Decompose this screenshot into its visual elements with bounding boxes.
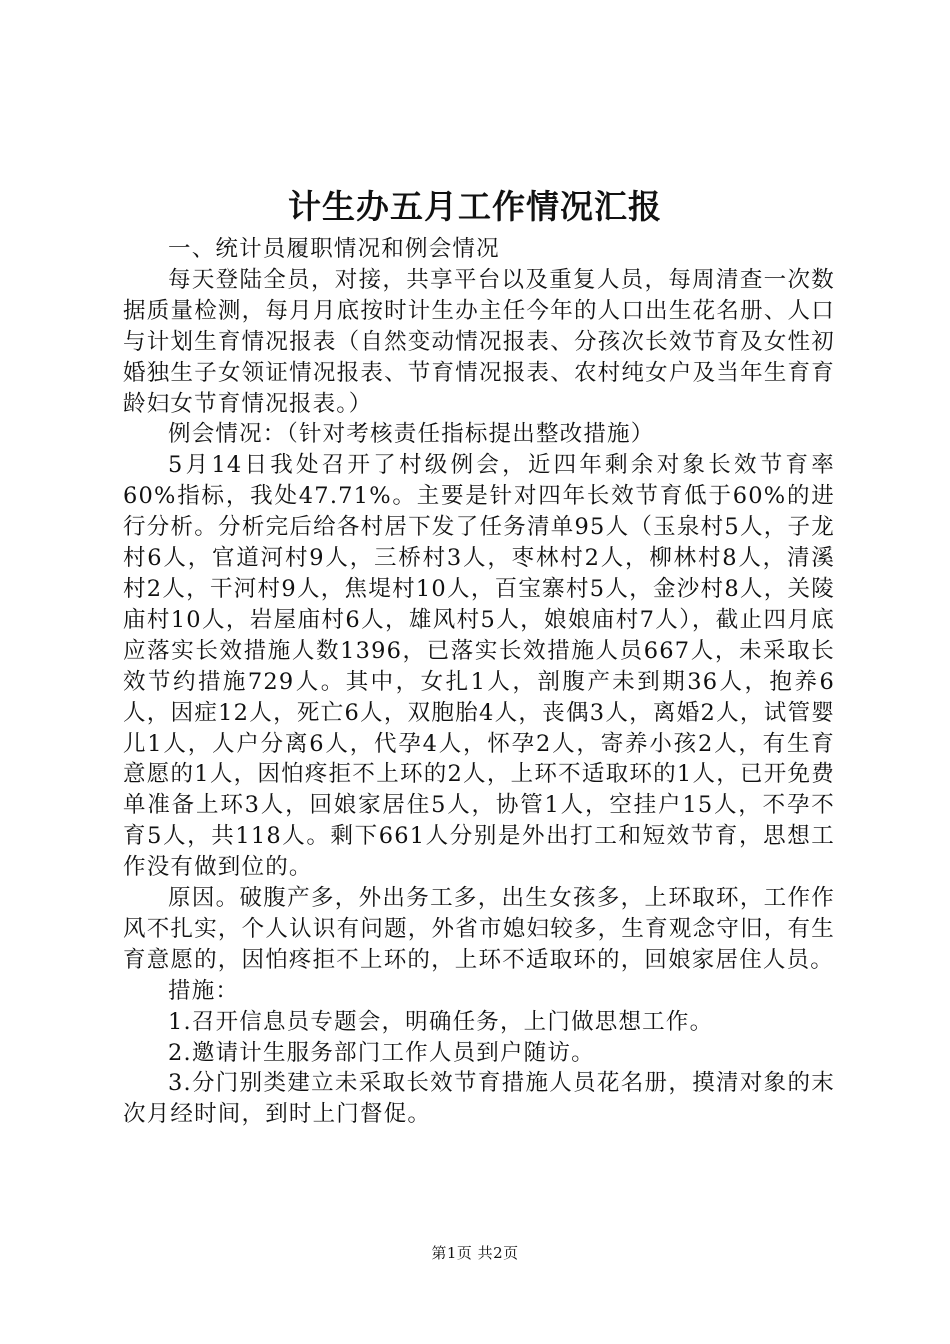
section-heading: 一、统计员履职情况和例会情况 — [168, 236, 500, 262]
paragraph-meeting-details: 5月14日我处召开了村级例会，近四年剩余对象长效节育率60%指标，我处47.71%。主要是针对四年长效节育低于60%的进行分析。分析完后给各村居下发了任务清单95人（玉泉村5人，子龙村6人，官道河村9人，三桥村3人，枣林村2人，柳林村8人，清溪村2人，干河村9人，焦堤村10人，百宝寨村5人，金沙村8人，关陵庙村10人，岩屋庙村6人，雄风村5人，娘娘庙村7人），截止四月底应落实长效措施人数1396，已落实长效措施人员667人，未采取长效节约措施729人。其中，女扎1人，剖腹产未到期36人，抱养6人，因症12人，死亡6人，双胞胎4人，丧偶3人，离婚2人，试管婴儿1人，人户分离6人，代孕4人，怀孕2人，寄养小孩2人，有生育意愿的1人，因怕疼拒不上环的2人，上环不适取环的1人，已开免费单准备上环3人，回娘家居住5人，协管1人，空挂户15人，不孕不育5人，共118人。剩下661人分别是外出打工和短效节育，思想工作没有做到位的。 — [123, 452, 835, 881]
measure-item-1: 1.召开信息员专题会，明确任务，上门做思想工作。 — [168, 1008, 714, 1035]
document-body — [123, 234, 835, 1130]
paragraph-measures-heading: 措施： — [168, 977, 240, 1004]
page-number-footer: 第1页 共2页 — [431, 1244, 519, 1262]
paragraph-reasons: 原因。破腹产多，外出务工多，出生女孩多，上环取环，工作作风不扎实，个人认识有问题，外省市媳妇较多，生育观念守旧，有生育意愿的，因怕疼拒不上环的，上环不适取环的，回娘家居住人员。 — [123, 885, 835, 973]
measure-item-2: 2.邀请计生服务部门工作人员到户随访。 — [168, 1039, 595, 1066]
paragraph-daily-work: 每天登陆全员，对接，共享平台以及重复人员，每周清查一次数据质量检测，每月月底按时计生办主任今年的人口出生花名册、人口与计划生育情况报表（自然变动情况报表、分孩次长效节育及女性初婚独生子女领证情况报表、节育情况报表、农村纯女户及当年生育育龄妇女节育情况报表。） — [123, 266, 835, 417]
paragraph-meeting-heading: 例会情况：（针对考核责任指标提出整改措施） — [168, 421, 655, 448]
measure-item-3: 3.分门别类建立未采取长效节育措施人员花名册，摸清对象的末次月经时间，到时上门督促。 — [123, 1070, 835, 1128]
document-title: 计生办五月工作情况汇报 — [288, 187, 662, 226]
